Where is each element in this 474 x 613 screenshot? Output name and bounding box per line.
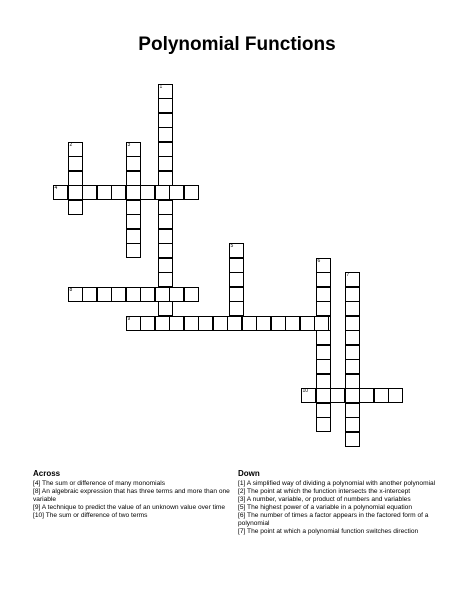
grid-cell[interactable] xyxy=(316,301,331,316)
grid-cell[interactable] xyxy=(256,316,271,331)
grid-cell[interactable] xyxy=(316,359,331,374)
grid-cell[interactable] xyxy=(227,316,242,331)
grid-cell[interactable] xyxy=(229,272,244,287)
grid-cell[interactable] xyxy=(169,316,184,331)
grid-cell[interactable] xyxy=(229,258,244,273)
grid-cell[interactable] xyxy=(158,301,173,316)
grid-cell[interactable] xyxy=(126,287,141,302)
grid-cell[interactable] xyxy=(97,287,112,302)
grid-cell[interactable] xyxy=(158,127,173,142)
grid-cell[interactable] xyxy=(158,258,173,273)
grid-cell[interactable] xyxy=(229,301,244,316)
clue-number: 6 xyxy=(317,258,321,264)
grid-cell[interactable] xyxy=(158,142,173,157)
grid-cell[interactable] xyxy=(68,200,83,215)
grid-cell[interactable] xyxy=(198,316,213,331)
grid-cell[interactable] xyxy=(158,200,173,215)
grid-cell[interactable] xyxy=(126,229,141,244)
grid-cell[interactable] xyxy=(316,272,331,287)
grid-cell[interactable] xyxy=(184,316,199,331)
grid-cell[interactable] xyxy=(158,214,173,229)
grid-cell[interactable] xyxy=(388,388,403,403)
grid-cell[interactable] xyxy=(359,388,374,403)
grid-cell[interactable] xyxy=(68,185,83,200)
grid-cell[interactable] xyxy=(345,345,360,360)
clue-number: 4 xyxy=(54,185,58,191)
down-clue: [5] The highest power of a variable in a polynomial equation xyxy=(238,504,412,511)
grid-cell[interactable] xyxy=(155,287,170,302)
grid-cell[interactable] xyxy=(316,330,331,345)
clue-number: 9 xyxy=(127,316,131,322)
grid-cell[interactable] xyxy=(345,403,360,418)
down-heading: Down xyxy=(238,469,260,478)
across-clue: [4] The sum or difference of many monomials xyxy=(33,480,166,487)
grid-cell[interactable] xyxy=(158,171,173,186)
clue-number: 8 xyxy=(69,287,73,293)
grid-cell[interactable] xyxy=(126,243,141,258)
grid-cell[interactable] xyxy=(158,156,173,171)
grid-cell[interactable] xyxy=(345,287,360,302)
grid-cell[interactable] xyxy=(271,316,286,331)
grid-cell[interactable] xyxy=(316,388,331,403)
grid-cell[interactable] xyxy=(140,287,155,302)
grid-cell[interactable] xyxy=(126,156,141,171)
grid-cell[interactable] xyxy=(374,388,389,403)
grid-cell[interactable] xyxy=(316,403,331,418)
grid-cell[interactable] xyxy=(126,185,141,200)
down-clue: [6] The number of times a factor appears in the factored form of a polynomial xyxy=(238,512,429,527)
grid-cell[interactable] xyxy=(345,359,360,374)
grid-cell[interactable] xyxy=(82,185,97,200)
grid-cell[interactable] xyxy=(158,229,173,244)
clue-number: 3 xyxy=(127,142,131,148)
across-clue: [10] The sum or difference of two terms xyxy=(33,512,148,519)
grid-cell[interactable] xyxy=(316,345,331,360)
grid-cell[interactable] xyxy=(155,316,170,331)
grid-cell[interactable] xyxy=(213,316,228,331)
down-clue: [7] The point at which a polynomial function switches direction xyxy=(238,528,419,535)
grid-cell[interactable] xyxy=(316,287,331,302)
grid-cell[interactable] xyxy=(140,316,155,331)
grid-cell[interactable] xyxy=(314,316,329,331)
clue-number: 2 xyxy=(69,142,73,148)
grid-cell[interactable] xyxy=(345,316,360,331)
grid-cell[interactable] xyxy=(345,388,360,403)
grid-cell[interactable] xyxy=(300,316,315,331)
grid-cell[interactable] xyxy=(184,287,199,302)
grid-cell[interactable] xyxy=(111,287,126,302)
grid-cell[interactable] xyxy=(158,113,173,128)
grid-cell[interactable] xyxy=(345,330,360,345)
down-clue: [1] A simplified way of dividing a polynomial with another polynomial xyxy=(238,480,436,487)
clue-number: 7 xyxy=(346,272,350,278)
grid-cell[interactable] xyxy=(68,171,83,186)
grid-cell[interactable] xyxy=(345,417,360,432)
page-title: Polynomial Functions xyxy=(138,34,336,55)
grid-cell[interactable] xyxy=(140,185,155,200)
grid-cell[interactable] xyxy=(68,156,83,171)
down-clue-list xyxy=(238,480,446,536)
grid-cell[interactable] xyxy=(126,171,141,186)
across-heading: Across xyxy=(33,469,61,478)
grid-cell[interactable] xyxy=(169,185,184,200)
grid-cell[interactable] xyxy=(126,200,141,215)
grid-cell[interactable] xyxy=(316,374,331,389)
clue-number: 10 xyxy=(302,388,309,394)
grid-cell[interactable] xyxy=(126,214,141,229)
grid-cell[interactable] xyxy=(345,301,360,316)
grid-cell[interactable] xyxy=(330,388,345,403)
grid-cell[interactable] xyxy=(285,316,300,331)
grid-cell[interactable] xyxy=(82,287,97,302)
grid-cell[interactable] xyxy=(97,185,112,200)
grid-cell[interactable] xyxy=(345,432,360,447)
grid-cell[interactable] xyxy=(111,185,126,200)
grid-cell[interactable] xyxy=(169,287,184,302)
grid-cell[interactable] xyxy=(158,98,173,113)
across-clue: [8] An algebraic expression that has three terms and more than one variable xyxy=(33,488,230,503)
grid-cell[interactable] xyxy=(184,185,199,200)
clue-number: 5 xyxy=(230,243,234,249)
grid-cell[interactable] xyxy=(316,417,331,432)
grid-cell[interactable] xyxy=(242,316,257,331)
clue-number: 1 xyxy=(159,84,163,90)
down-clue: [2] The point at which the function intersects the x-intercept xyxy=(238,488,411,495)
grid-cell[interactable] xyxy=(155,185,170,200)
across-clue: [9] A technique to predict the value of an unknown value over time xyxy=(33,504,226,511)
grid-cell[interactable] xyxy=(345,374,360,389)
grid-cell[interactable] xyxy=(158,272,173,287)
across-clue-list xyxy=(33,480,241,520)
grid-cell[interactable] xyxy=(158,243,173,258)
down-clue: [3] A number, variable, or product of numbers and variables xyxy=(238,496,411,503)
grid-cell[interactable] xyxy=(229,287,244,302)
